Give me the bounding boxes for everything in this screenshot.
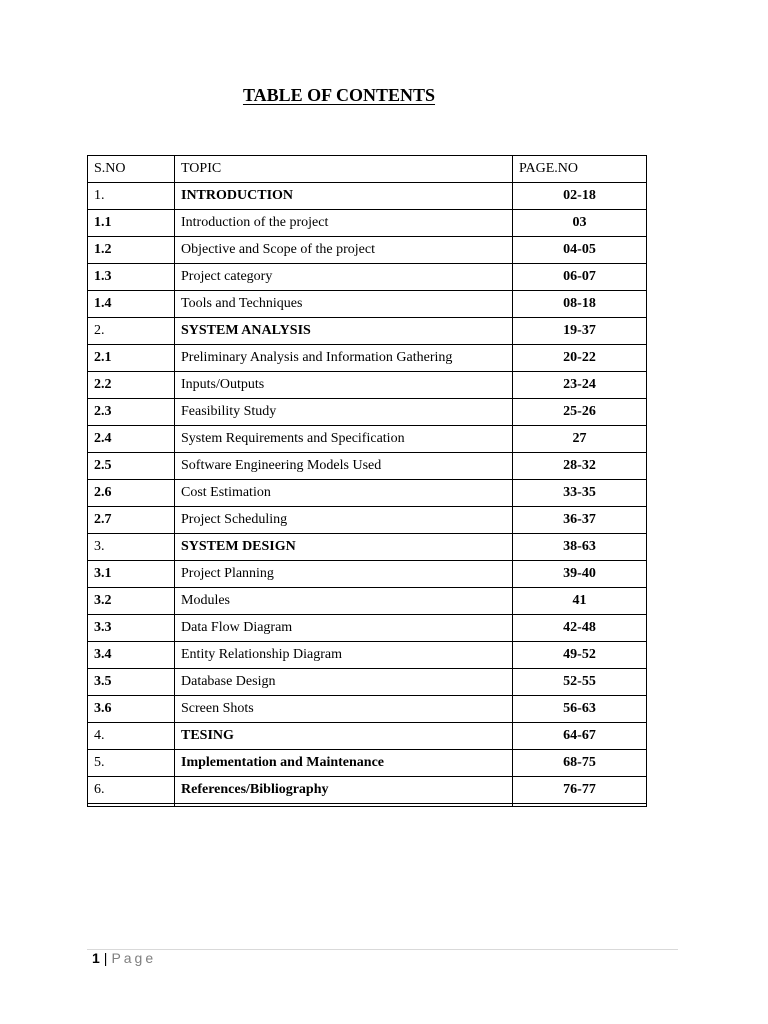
table-row	[88, 345, 647, 372]
row-topic: Modules	[175, 588, 513, 615]
table-row	[88, 696, 647, 723]
footer-page-number: 1	[92, 950, 100, 966]
table-row	[88, 183, 647, 210]
empty-cell	[513, 804, 647, 807]
row-sno: 2.1	[88, 345, 175, 372]
row-page: 28-32	[513, 453, 647, 480]
row-topic: TESING	[175, 723, 513, 750]
row-topic: Objective and Scope of the project	[175, 237, 513, 264]
row-page: 20-22	[513, 345, 647, 372]
row-topic: Data Flow Diagram	[175, 615, 513, 642]
row-topic: References/Bibliography	[175, 777, 513, 804]
row-page: 38-63	[513, 534, 647, 561]
table-row	[88, 291, 647, 318]
row-topic: Introduction of the project	[175, 210, 513, 237]
row-page: 33-35	[513, 480, 647, 507]
table-row	[88, 399, 647, 426]
row-page: 76-77	[513, 777, 647, 804]
row-sno: 3.2	[88, 588, 175, 615]
row-topic: Database Design	[175, 669, 513, 696]
row-sno: 3.4	[88, 642, 175, 669]
row-sno: 2.4	[88, 426, 175, 453]
row-page: 23-24	[513, 372, 647, 399]
row-page: 52-55	[513, 669, 647, 696]
row-sno: 2.7	[88, 507, 175, 534]
table-row	[88, 561, 647, 588]
row-sno: 6.	[88, 777, 175, 804]
table-row	[88, 426, 647, 453]
row-page: 04-05	[513, 237, 647, 264]
row-sno: 5.	[88, 750, 175, 777]
row-page: 25-26	[513, 399, 647, 426]
row-sno: 1.	[88, 183, 175, 210]
empty-cell	[88, 804, 175, 807]
row-page: 36-37	[513, 507, 647, 534]
row-sno: 1.4	[88, 291, 175, 318]
row-page: 08-18	[513, 291, 647, 318]
row-topic: Inputs/Outputs	[175, 372, 513, 399]
row-topic: SYSTEM ANALYSIS	[175, 318, 513, 345]
header-sno: S.NO	[88, 156, 175, 183]
header-topic: TOPIC	[175, 156, 513, 183]
row-sno: 3.6	[88, 696, 175, 723]
footer-page-label: Page	[111, 950, 157, 966]
row-topic: Entity Relationship Diagram	[175, 642, 513, 669]
table-row	[88, 723, 647, 750]
row-sno: 2.6	[88, 480, 175, 507]
row-sno: 2.3	[88, 399, 175, 426]
row-sno: 1.3	[88, 264, 175, 291]
row-topic: Project Planning	[175, 561, 513, 588]
table-row	[88, 264, 647, 291]
footer-separator: |	[103, 950, 108, 966]
row-page: 41	[513, 588, 647, 615]
table-row	[88, 750, 647, 777]
row-sno: 3.3	[88, 615, 175, 642]
row-sno: 4.	[88, 723, 175, 750]
row-sno: 3.5	[88, 669, 175, 696]
table-row	[88, 210, 647, 237]
row-topic: Feasibility Study	[175, 399, 513, 426]
row-sno: 1.2	[88, 237, 175, 264]
table-empty-row	[88, 804, 647, 807]
row-sno: 2.	[88, 318, 175, 345]
row-page: 42-48	[513, 615, 647, 642]
row-topic: Project category	[175, 264, 513, 291]
page-title: TABLE OF CONTENTS	[242, 85, 436, 105]
table-row	[88, 642, 647, 669]
row-topic: Project Scheduling	[175, 507, 513, 534]
table-row	[88, 453, 647, 480]
row-sno: 2.5	[88, 453, 175, 480]
table-row	[88, 318, 647, 345]
table-row	[88, 534, 647, 561]
row-page: 03	[513, 210, 647, 237]
row-page: 02-18	[513, 183, 647, 210]
row-page: 68-75	[513, 750, 647, 777]
row-sno: 3.1	[88, 561, 175, 588]
table-row	[88, 615, 647, 642]
row-topic: Implementation and Maintenance	[175, 750, 513, 777]
row-page: 49-52	[513, 642, 647, 669]
toc-body	[88, 156, 647, 807]
row-topic: Tools and Techniques	[175, 291, 513, 318]
row-page: 64-67	[513, 723, 647, 750]
table-header-row	[88, 156, 647, 183]
table-row	[88, 588, 647, 615]
row-topic: Software Engineering Models Used	[175, 453, 513, 480]
table-row	[88, 777, 647, 804]
row-page: 06-07	[513, 264, 647, 291]
row-topic: Preliminary Analysis and Information Gathering	[175, 345, 513, 372]
row-page: 27	[513, 426, 647, 453]
table-row	[88, 480, 647, 507]
row-topic: Cost Estimation	[175, 480, 513, 507]
row-sno: 2.2	[88, 372, 175, 399]
row-page: 39-40	[513, 561, 647, 588]
row-topic: System Requirements and Specification	[175, 426, 513, 453]
table-row	[88, 507, 647, 534]
row-topic: Screen Shots	[175, 696, 513, 723]
row-sno: 3.	[88, 534, 175, 561]
table-row	[88, 372, 647, 399]
header-page: PAGE.NO	[513, 156, 647, 183]
table-row	[88, 237, 647, 264]
row-page: 19-37	[513, 318, 647, 345]
row-topic: INTRODUCTION	[175, 183, 513, 210]
row-page: 56-63	[513, 696, 647, 723]
empty-cell	[175, 804, 513, 807]
row-topic: SYSTEM DESIGN	[175, 534, 513, 561]
footer-divider	[87, 949, 678, 950]
toc-table	[87, 155, 647, 807]
page-footer	[92, 950, 156, 966]
table-row	[88, 669, 647, 696]
row-sno: 1.1	[88, 210, 175, 237]
